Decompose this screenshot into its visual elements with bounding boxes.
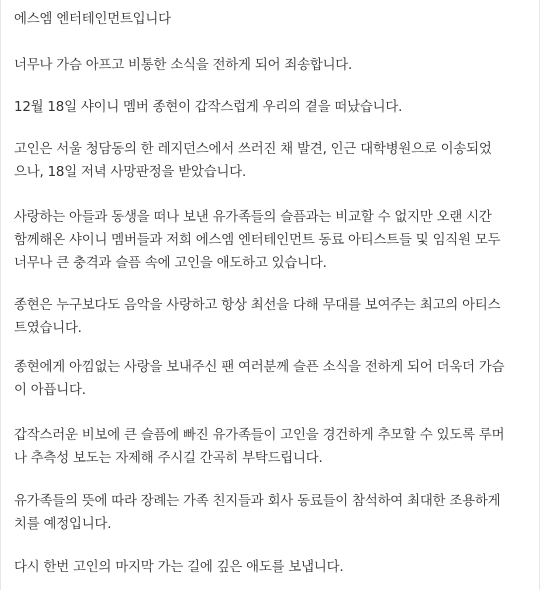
paragraph-line: 치를 예정입니다. <box>14 517 112 532</box>
paragraph-line: 트였습니다. <box>14 321 82 336</box>
paragraph-news <box>14 96 529 119</box>
paragraph-line: 이 아픕니다. <box>14 383 86 398</box>
paragraph-request <box>14 424 529 470</box>
paragraph-line: 너무나 가슴 아프고 비통한 소식을 전하게 되어 죄송합니다. <box>14 58 353 73</box>
paragraph-closing <box>14 556 529 579</box>
paragraph-condolence <box>14 206 529 275</box>
paragraph-line: 12월 18일 샤이니 멤버 종현이 갑작스럽게 우리의 곁을 떠났습니다. <box>14 100 403 115</box>
paragraph-line: 사랑하는 아들과 동생을 떠나 보낸 유가족들의 슬픔과는 비교할 수 없지만 오랜 시간 <box>14 210 492 225</box>
paragraph-line: 갑작스러운 비보에 큰 슬픔에 빠진 유가족들이 고인을 경건하게 추모할 수 있도록 루머 <box>14 428 505 443</box>
paragraph-line: 유가족들의 뜻에 따라 장례는 가족 친지들과 회사 동료들이 참석하여 최대한 조용하게 <box>14 494 501 509</box>
paragraph-line: 나 추측성 보도는 자제해 주시길 간곡히 부탁드립니다. <box>14 451 323 466</box>
paragraph-line: 고인은 서울 청담동의 한 레지던스에서 쓰러진 채 발견, 인근 대학병원으로 이송되었 <box>14 142 492 157</box>
statement-header <box>14 8 529 31</box>
paragraph-details <box>14 138 529 184</box>
paragraph-line: 종현은 누구보다도 음악을 사랑하고 항상 최선을 다해 무대를 보여주는 최고의 아티스 <box>14 298 501 313</box>
paragraph-line: 에스엠 엔터테인먼트입니다 <box>14 12 171 27</box>
paragraph-line: 종현에게 아낌없는 사랑을 보내주신 팬 여러분께 슬픈 소식을 전하게 되어 더욱더 가슴 <box>14 360 505 375</box>
paragraph-line: 함께해온 샤이니 멤버들과 저희 에스엠 엔터테인먼트 동료 아티스트들 및 임직원 모두 <box>14 233 501 248</box>
paragraph-fans <box>14 356 529 402</box>
paragraph-funeral <box>14 490 529 536</box>
paragraph-line: 너무나 큰 충격과 슬픔 속에 고인을 애도하고 있습니다. <box>14 256 327 271</box>
paragraph-line: 다시 한번 고인의 마지막 가는 길에 깊은 애도를 보냅니다. <box>14 560 344 575</box>
paragraph-apology <box>14 54 529 77</box>
paragraph-tribute <box>14 294 529 340</box>
paragraph-line: 으나, 18일 저녁 사망판정을 받았습니다. <box>14 165 247 180</box>
